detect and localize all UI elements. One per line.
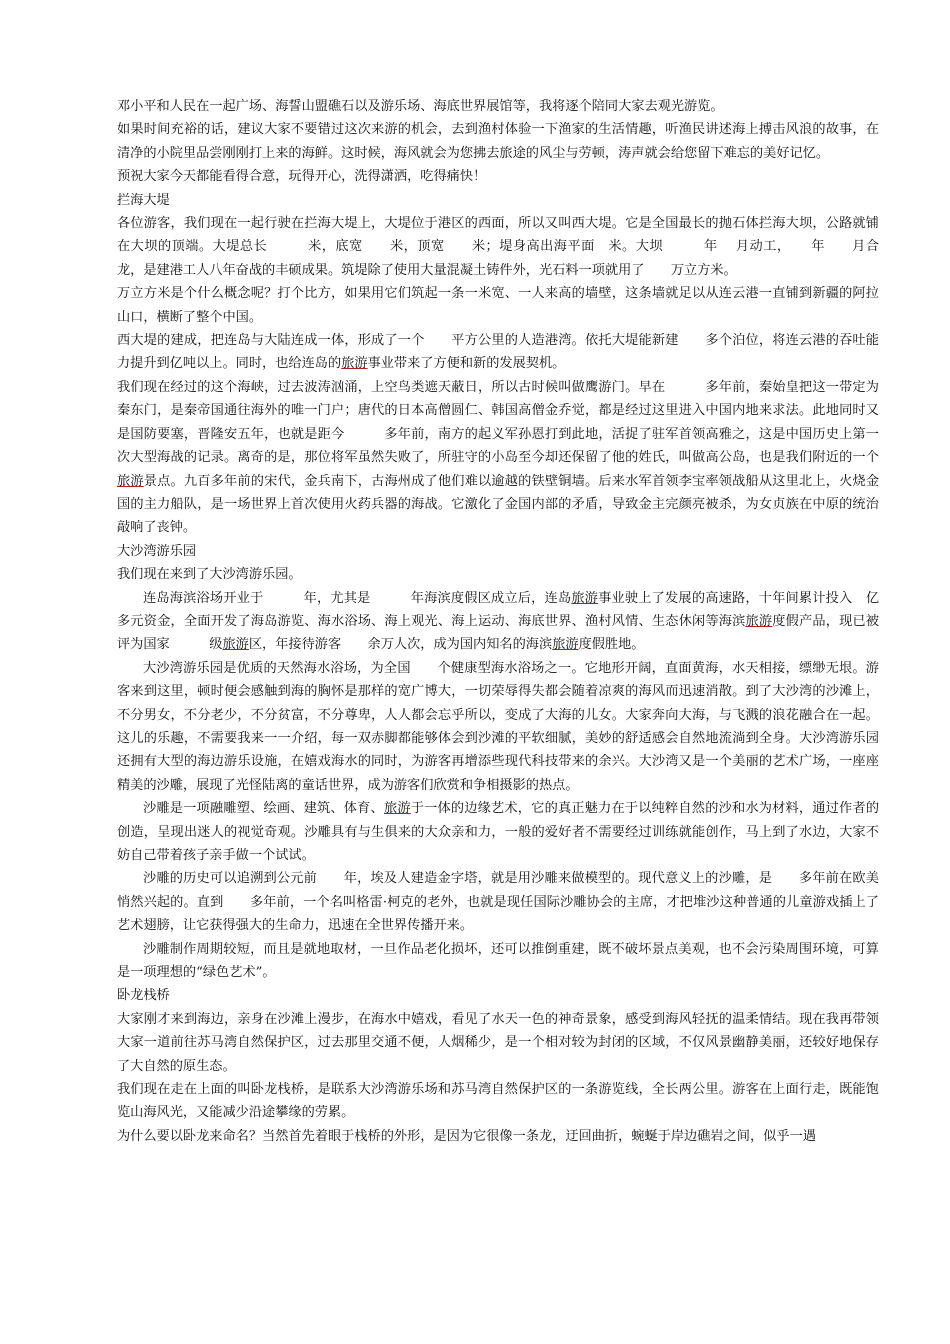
paragraph [117, 797, 879, 867]
paragraph [117, 1078, 879, 1125]
text-run: 卧龙栈桥 [117, 988, 170, 1004]
paragraph [117, 657, 879, 797]
paragraph [117, 118, 879, 165]
paragraph [117, 587, 879, 657]
text-run: 万立方米是个什么概念呢？打个比方，如果用它们筑起一条一米宽、一人来高的墙壁，这条墙就足以从连云港一直铺到新疆的阿拉山口，横断了整个中国。 [117, 286, 879, 325]
text-run: 大家刚才来到海边，亲身在沙滩上漫步，在海水中嬉戏，看见了水天一色的神奇景象，感受到海风轻抚的温柔情结。现在我再带领大家一道前往苏马湾自然保护区，过去那里交通不便，人烟稀少，是一个相对较为封闭的区域，不仅风景幽静美丽，还较好地保存了大自然的原生态。 [117, 1011, 879, 1074]
text-run: 我们现在经过的这个海峡，过去波涛汹涌，上空鸟类遮天蔽日，所以古时候叫做鹰游门。早在 多年前，秦始皇把这一带定为秦东门，是秦帝国通往海外的唯一门户；唐代的日本高僧圆仁、韩国高僧金乔觉，都是经过这里进入中国内地来求法。此地同时又是国防要塞，晋隆安五年，也就是距今 多年前，南方的起义军孙恩打到此地，活捉了驻军首领高雅之，这是中国历史上第一次大型海战的记录。离奇的是，那位将军虽然失败了，所驻守的小岛至今却还保留了他的姓氏，叫做高公岛，也是我们附近的一个 [117, 379, 879, 466]
paragraph [117, 376, 879, 540]
text-run: 区，年接待游客 余万人次，成为国内知名的海滨 [248, 637, 553, 653]
paragraph [117, 563, 879, 586]
underlined-term: 旅游 [222, 637, 249, 653]
text-run: 沙雕的历史可以追溯到公元前 年，埃及人建造金字塔，就是用沙雕来做模型的。现代意义上的沙雕，是 多年前在欧美悄然兴起的。直到 多年前，一个名叫格雷·柯克的老外，也就是现任国际沙雕协会的主席，才把堆沙这种普通的儿童游戏插上了艺术翅膀，让它获得强大的生命力，迅速在全世界传播开来。 [117, 871, 879, 934]
text-run: 西大堤的建成，把连岛与大陆连成一体，形成了一个 平方公里的人造港湾。依托大堤能新建 多个泊位，将连云港的吞吐能力提升到亿吨以上。同时，也给连岛的 [117, 333, 879, 372]
section-heading [117, 984, 879, 1007]
underlined-term: 旅游 [341, 356, 368, 372]
paragraph [117, 329, 879, 376]
paragraph [117, 1008, 879, 1078]
paragraph [117, 282, 879, 329]
paragraph [117, 165, 879, 188]
text-run: 度假产品，现已被评为国家 级 [117, 613, 880, 653]
text-run: 于一体的边缘艺术，它的真正魅力在于以纯粹自然的沙和水为材料，通过作者的创造，呈现出迷人的视觉奇观。沙雕具有与生俱来的大众亲和力，一般的爱好者不需要经过训练就能创作，马上到了水边，大家不妨自己带着孩子亲手做一个试试。 [117, 801, 880, 863]
paragraph [117, 212, 879, 282]
paragraph [117, 1125, 879, 1148]
paragraph [117, 867, 879, 937]
document-body [117, 95, 879, 1148]
section-heading [117, 540, 879, 563]
text-run: 沙雕是一项融雕塑、绘画、建筑、体育、 [143, 801, 384, 817]
paragraph [117, 938, 879, 985]
text-run: 如果时间充裕的话，建议大家不要错过这次来游的机会，去到渔村体验一下渔家的生活情趣，听渔民讲述海上搏击风浪的故事，在清净的小院里品尝刚刚打上来的海鲜。这时候，海风就会为您拂去旅途的风尘与劳顿，涛声就会给您留下难忘的美好记忆。 [117, 122, 879, 161]
text-run: 大沙湾游乐园 [117, 543, 197, 559]
underlined-term: 旅游 [383, 801, 411, 817]
text-run: 邓小平和人民在一起广场、海誓山盟礁石以及游乐场、海底世界展馆等，我将逐个陪同大家去观光游览。 [117, 99, 724, 114]
paragraph [117, 95, 879, 118]
text-run: 度假胜地。 [578, 637, 645, 653]
text-run: 预祝大家今天都能看得合意，玩得开心，洗得潇洒，吃得痛快！ [117, 169, 487, 185]
underlined-term: 旅游 [117, 473, 144, 489]
text-run: 事业带来了方便和新的发展契机。 [367, 356, 566, 372]
underlined-term: 旅游 [745, 613, 773, 629]
underlined-term: 旅游 [552, 637, 579, 653]
text-run: 为什么要以卧龙来命名？当然首先着眼于栈桥的外形，是因为它很像一条龙，迂回曲折，蜿蜒于岸边礁岩之间，似乎一遇 [117, 1128, 816, 1144]
text-run: 景点。九百多年前的宋代，金兵南下，古海州成了他们难以逾越的铁壁铜墙。后来水军首领李宝率领战船从这里北上，火烧金国的主力船队，是一场世界上首次使用火药兵器的海战。它激化了金国内部的矛盾，导致金主完颜亮被杀，为女贞族在中原的统治敲响了丧钟。 [117, 473, 880, 536]
text-run: 我们现在走在上面的叫卧龙栈桥，是联系大沙湾游乐场和苏马湾自然保护区的一条游览线，全长两公里。游客在上面行走，既能饱览山海风光，又能减少沿途攀缘的劳累。 [117, 1082, 879, 1121]
text-run: 我们现在来到了大沙湾游乐园。 [117, 567, 302, 583]
text-run: 连岛海滨浴场开业于 年，尤其是 年海滨度假区成立后，连岛 [143, 590, 572, 606]
text-run: 拦海大堤 [117, 192, 170, 208]
text-run: 事业驶上了发展的高速路，十年间累计投入 亿多元资金，全面开发了海岛游览、海水浴场、海上观光、海上运动、海底世界、渔村风情、生态休闲等海滨 [117, 590, 880, 629]
section-heading [117, 189, 879, 212]
underlined-term: 旅游 [571, 590, 599, 606]
text-run: 沙雕制作周期较短，而且是就地取材，一旦作品老化损坏，还可以推倒重建，既不破坏景点美观，也不会污染周围环境，可算是一项理想的“绿色艺术”。 [117, 941, 879, 981]
text-run: 大沙湾游乐园是优质的天然海水浴场，为全国 个健康型海水浴场之一。它地形开阔，直面黄海，水天相接，缥缈无垠。游客来到这里，顿时便会感触到海的胸怀是那样的宽广博大，一切荣辱得失都会随着凉爽的海风而迅速消散。到了大沙湾的沙滩上，不分男女，不分老少，不分贫富，不分尊卑，人人都会忘乎所以，变成了大海的儿女。大家奔向大海，与飞溅的浪花融合在一起。这儿的乐趣，不需要我来一一介绍，每一双赤脚都能够体会到沙滩的平软细腻，美妙的舒适感会自然地流淌到全身。大沙湾游乐园还拥有大型的海边游乐设施，在嬉戏海水的同时，为游客再增添些现代科技带来的余兴。大沙湾又是一个美丽的艺术广场，一座座精美的沙雕，展现了光怪陆离的童话世界，成为游客们欣赏和争相摄影的热点。 [117, 660, 879, 793]
text-run: 各位游客，我们现在一起行驶在拦海大堤上，大堤位于港区的西面，所以又叫西大堤。它是全国最长的抛石体拦海大坝，公路就铺在大坝的顶端。大堤总长 米，底宽 米，顶宽 米；堤身高出海平面 米。大坝 年 月动工， 年 月合龙，是建港工人八年奋战的丰硕成果。筑堤除了使用大量混凝土铸件外，光石料一项就用了 万立方米。 [117, 216, 879, 278]
